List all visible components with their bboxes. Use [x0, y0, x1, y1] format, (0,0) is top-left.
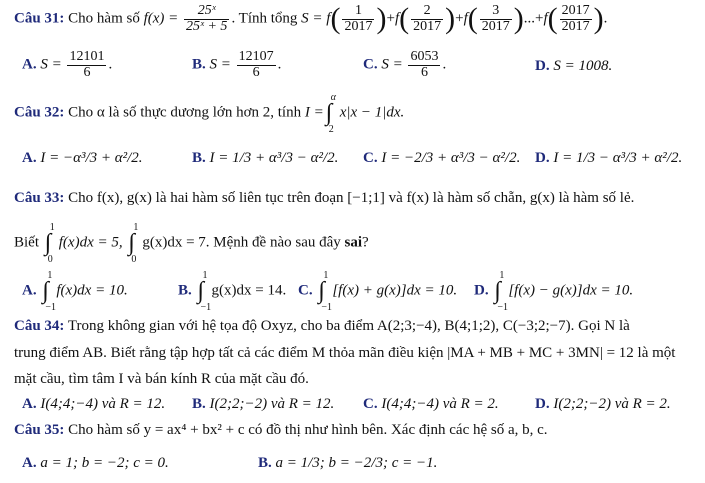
q31-term-3: $\frac{3}{2017}$	[481, 3, 510, 34]
q31-option-c[interactable]: C. S = $\frac{6053}{6}$ .	[363, 49, 447, 80]
question-32-label: Câu 32:	[14, 104, 65, 121]
q31-term-4: $\frac{2017}{2017}$	[561, 3, 590, 34]
q33-option-a[interactable]: A. ∫ 1 −1 f(x)dx = 10.	[22, 270, 128, 313]
q31-sum-lhs: S = f	[301, 10, 331, 27]
q33-option-b[interactable]: B. ∫ 1 −1 g(x)dx = 14.	[178, 270, 287, 313]
q33-option-d[interactable]: D. ∫ 1 −1 [f(x) − g(x)]dx = 10.	[474, 270, 634, 313]
question-31-label: Câu 31:	[14, 10, 65, 27]
question-32-line: Câu 32: Cho α là số thực dương lớn hơn 2, tính I = ∫ α 2 x|x − 1|dx.	[14, 92, 405, 135]
question-33-line2: Biết ∫ 1 0 f(x)dx = 5, ∫ 1 0 g(x)dx = 7. Mệnh đề nào sau đây sai?	[14, 222, 369, 265]
integral-icon: ∫ α 2	[325, 92, 336, 135]
integral-icon: ∫ 1 −1	[197, 270, 212, 313]
question-31-line: Câu 31: Cho hàm số f(x) = $\frac{\text{25ˣ}}{\text{25ˣ + 5}}$ . Tính tổng S = f( $\frac{1}{2017}$ )+f( $\frac{2}{2017}$ )+f( $\frac{3}{2017}$ )...+f( $\frac{2017}{2017}$ ).	[14, 2, 608, 36]
q32-option-a[interactable]: A. I = −α³/3 + α²/2.	[22, 150, 143, 166]
q31-option-a[interactable]: A. S = $\frac{12101}{6}$ .	[22, 49, 113, 80]
q33-option-c[interactable]: C. ∫ 1 −1 [f(x) + g(x)]dx = 10.	[298, 270, 458, 313]
integral-icon: ∫ 1 −1	[318, 270, 332, 313]
question-31-text: Cho hàm số	[68, 10, 140, 27]
question-34-line3: mặt cầu, tìm tâm I và bán kính R của mặt cầu đó.	[14, 371, 309, 387]
q34-option-c[interactable]: C. I(4;4;−4) và R = 2.	[363, 396, 499, 412]
q34-option-d[interactable]: D. I(2;2;−2) và R = 2.	[535, 396, 671, 412]
q32-option-c[interactable]: C. I = −2/3 + α³/3 − α²/2.	[363, 150, 521, 166]
question-34-line2: trung điểm AB. Biết rằng tập hợp tất cả các điểm M thỏa mãn điều kiện |MA + MB + MC + 3MN| = 12 là một	[14, 345, 676, 361]
integral-icon: ∫ 1 0	[44, 222, 55, 265]
q31-fx: f(x) =	[143, 10, 179, 27]
q31-text2: . Tính tổng	[231, 10, 298, 27]
q34-option-a[interactable]: A. I(4;4;−4) và R = 12.	[22, 396, 166, 412]
q31-option-d[interactable]: D. S = 1008.	[535, 58, 613, 74]
integral-icon: ∫ 1 −1	[42, 270, 56, 313]
question-32-text: Cho α là số thực dương lớn hơn 2, tính	[68, 104, 302, 121]
q32-option-b[interactable]: B. I = 1/3 + α³/3 − α²/2.	[192, 150, 339, 166]
q31-f-fraction: $\frac{\text{25ˣ}}{\text{25ˣ + 5}}$	[186, 3, 228, 34]
integral-icon: ∫ 1 −1	[494, 270, 508, 313]
q31-term-2: $\frac{2}{2017}$	[413, 3, 442, 34]
question-33-line1: Câu 33: Cho f(x), g(x) là hai hàm số liên tục trên đoạn [−1;1] và f(x) là hàm số chẵn, g(x) là hàm số lẻ.	[14, 190, 635, 206]
integral-icon: ∫ 1 0	[128, 222, 139, 265]
q35-option-a[interactable]: A. a = 1; b = −2; c = 0.	[22, 455, 169, 471]
q31-option-b[interactable]: B. S = $\frac{12107}{6}$ .	[192, 49, 282, 80]
question-34-line1: Câu 34: Trong không gian với hệ tọa độ Oxyz, cho ba điểm A(2;3;−4), B(4;1;2), C(−3;2;−7). Gọi N là	[14, 318, 630, 334]
question-35-line: Câu 35: Cho hàm số y = ax⁴ + bx² + c có đồ thị như hình bên. Xác định các hệ số a, b, c.	[14, 422, 548, 438]
q35-option-b[interactable]: B. a = 1/3; b = −2/3; c = −1.	[258, 455, 438, 471]
q32-option-d[interactable]: D. I = 1/3 − α³/3 + α²/2.	[535, 150, 683, 166]
q31-term-1: $\frac{1}{2017}$	[344, 3, 373, 34]
q34-option-b[interactable]: B. I(2;2;−2) và R = 12.	[192, 396, 335, 412]
